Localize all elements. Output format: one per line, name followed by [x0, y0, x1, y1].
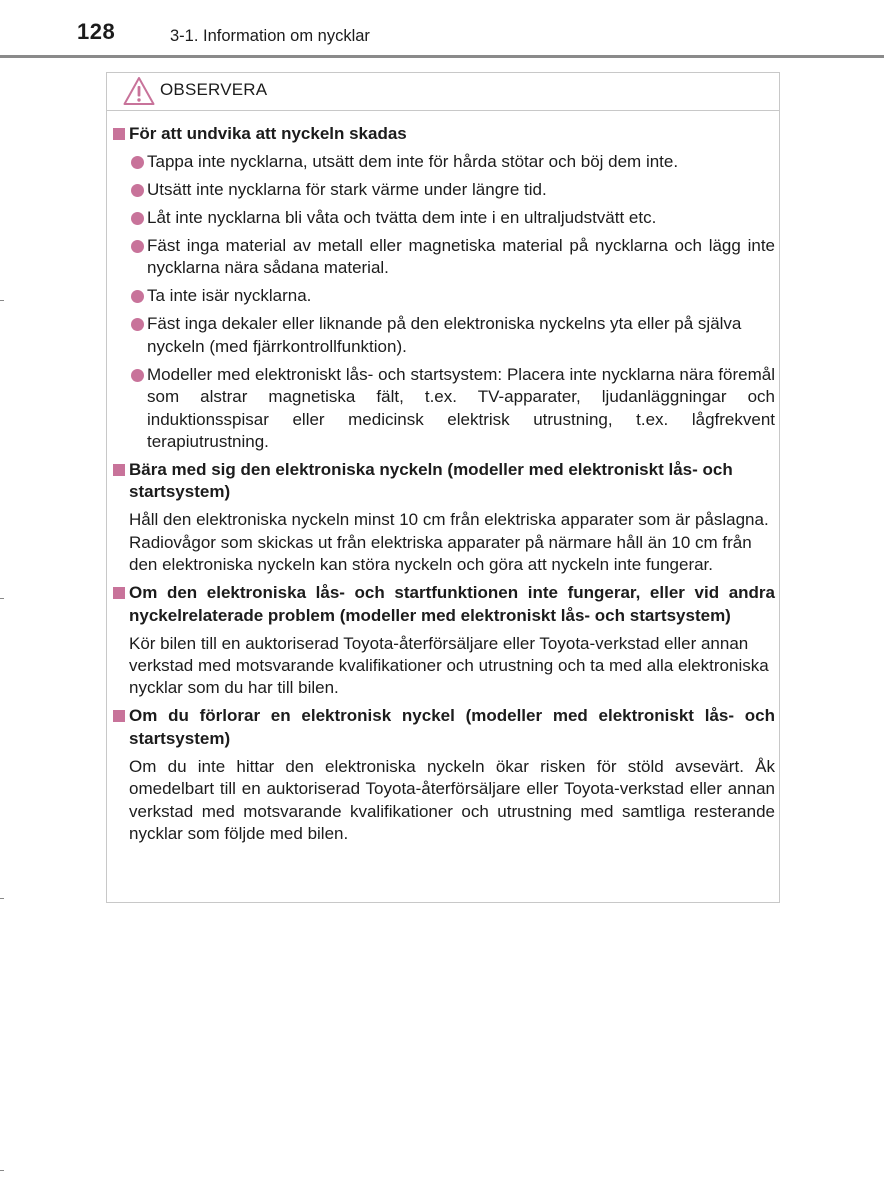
crop-mark [0, 1170, 4, 1171]
section-heading [111, 123, 775, 145]
square-bullet-icon [113, 128, 125, 140]
page-number: 128 [77, 19, 116, 44]
list-item-text: Modeller med elektroniskt lås- och startsystem: Placera inte nycklarna nära föremål som alstrar magnetiska fält, t.ex. TV-apparater, ljudanläggningar och induktionsspisar eller medicinsk elektrisk utrustning, t.ex. lågfrekvent terapiutrustning. [147, 364, 775, 452]
list-item-text: Utsätt inte nycklarna för stark värme under längre tid. [147, 180, 547, 199]
list-item [111, 235, 775, 280]
square-bullet-icon [113, 710, 125, 722]
section-heading [111, 705, 775, 750]
square-bullet-icon [113, 464, 125, 476]
circle-bullet-icon [131, 369, 144, 382]
warning-triangle-icon [123, 76, 155, 106]
caution-title: OBSERVERA [160, 80, 268, 99]
list-item [111, 179, 775, 201]
section-heading [111, 582, 775, 627]
list-item-text: Fäst inga dekaler eller liknande på den elektroniska nyckelns yta eller på själva nyckeln (med fjärrkontrollfunktion). [147, 314, 742, 356]
section-body: Kör bilen till en auktoriserad Toyota-återförsäljare eller Toyota-verkstad eller annan verkstad med motsvarande kvalifikationer och utrustning och ta med alla elektroniska nycklar som du har till bilen. [129, 633, 769, 698]
circle-bullet-icon [131, 156, 144, 169]
section-body: Håll den elektroniska nyckeln minst 10 cm från elektriska apparater som är påslagna. Radiovågor som skickas ut från elektriska apparater på närmare håll än 10 cm från den elektroniska nyckeln kan störa nyckeln och göra att nyckeln inte fungerar. [129, 510, 769, 575]
caution-box [106, 72, 780, 903]
section-heading [111, 459, 775, 504]
section-body: Om du inte hittar den elektroniska nyckeln ökar risken för stöld avsevärt. Åk omedelbart till en auktoriserad Toyota-återförsäljare eller Toyota-verkstad eller annan verkstad med motsvarande kvalifikationer och utrustning med samtliga resterande nycklar som följde med bilen. [129, 756, 775, 844]
circle-bullet-icon [131, 240, 144, 253]
list-item [111, 313, 775, 358]
caution-header [107, 73, 779, 111]
crop-mark [0, 598, 4, 599]
section-heading-text: För att undvika att nyckeln skadas [129, 124, 407, 143]
circle-bullet-icon [131, 212, 144, 225]
crop-mark [0, 300, 4, 301]
crop-mark [0, 898, 4, 899]
section-heading-text: Bära med sig den elektroniska nyckeln (modeller med elektroniskt lås- och startsystem) [129, 460, 733, 502]
list-item-text: Låt inte nycklarna bli våta och tvätta dem inte i en ultraljudstvätt etc. [147, 208, 657, 227]
header-rule [0, 55, 884, 58]
list-item [111, 207, 775, 229]
square-bullet-icon [113, 587, 125, 599]
list-item [111, 364, 775, 454]
circle-bullet-icon [131, 290, 144, 303]
list-item-text: Tappa inte nycklarna, utsätt dem inte för hårda stötar och böj dem inte. [147, 152, 679, 171]
list-item-text: Ta inte isär nycklarna. [147, 286, 312, 306]
list-item [111, 151, 775, 173]
list-item [111, 285, 775, 307]
caution-content [111, 123, 775, 846]
section-heading-text: Om den elektroniska lås- och startfunktionen inte fungerar, eller vid andra nyckelrelaterade problem (modeller med elektroniskt lås- och startsystem) [129, 583, 775, 625]
chapter-title: 3-1. Information om nycklar [170, 27, 370, 45]
list-item-text: Fäst inga material av metall eller magnetiska material på nycklarna och lägg inte nycklarna nära sådana material. [147, 236, 775, 278]
circle-bullet-icon [131, 184, 144, 197]
circle-bullet-icon [131, 318, 144, 331]
section-heading-text: Om du förlorar en elektronisk nyckel (modeller med elektroniskt lås- och startsystem) [129, 706, 775, 748]
